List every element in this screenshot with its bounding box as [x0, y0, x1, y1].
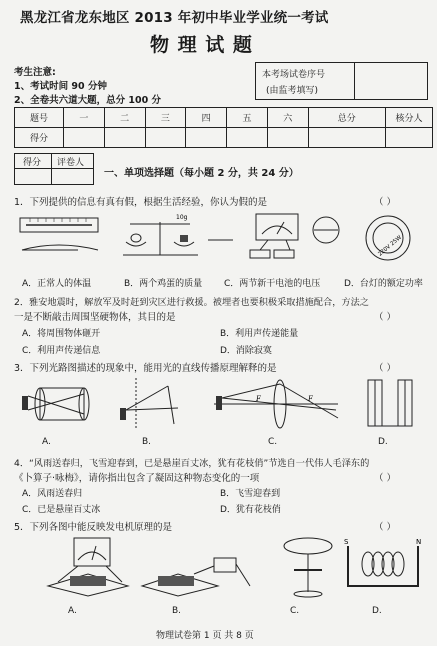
focal-point-label-left: F	[256, 395, 261, 403]
score-table-header-row	[15, 108, 433, 128]
question-4-answer-bracket[interactable]: （ ）	[374, 473, 397, 484]
table-header: 四	[186, 108, 227, 128]
galvanometer-icon	[48, 538, 128, 596]
question-2-option-b[interactable]: B．利用声传递能量	[220, 329, 299, 339]
table-header: 一	[64, 108, 105, 128]
balance-weight-label: 10g	[176, 214, 188, 221]
question-2-option-d[interactable]: D．消除寂寞	[220, 346, 272, 356]
score-cell[interactable]	[386, 128, 433, 148]
score-cell[interactable]	[64, 128, 105, 148]
score-cell[interactable]	[267, 128, 308, 148]
score-cell[interactable]	[308, 128, 385, 148]
balance-scale-icon	[123, 214, 233, 255]
seat-number-box	[255, 62, 428, 100]
table-header: 核分人	[386, 108, 433, 128]
notice-heading: 考生注意:	[14, 67, 56, 78]
notice-line-1: 1、考试时间 90 分钟	[14, 81, 107, 92]
question-4-option-c[interactable]: C．已是悬崖百丈冰	[22, 505, 101, 515]
question-5-option-a[interactable]: A.	[68, 606, 77, 616]
question-1-answer-bracket[interactable]: （ ）	[374, 197, 397, 208]
question-3-answer-bracket[interactable]: （ ）	[374, 363, 397, 374]
question-5-option-b[interactable]: B.	[172, 606, 182, 616]
score-cell[interactable]	[104, 128, 145, 148]
subject-title: 物 理 试 题	[150, 34, 253, 56]
seat-box-label-1: 本考场试卷序号	[262, 70, 326, 80]
section-title: 一、单项选择题（每小题 2 分，共 24 分）	[104, 168, 299, 179]
magnet-pole-s-label: S	[344, 538, 349, 546]
compass-needle-icon	[284, 538, 332, 597]
question-2-option-a[interactable]: A．将周围物体砸开	[22, 329, 101, 339]
question-1-option-c[interactable]: C．两节新干电池的电压	[224, 279, 321, 289]
thermometer-icon	[20, 218, 98, 250]
score-table	[14, 107, 433, 148]
notice-line-2: 2、全卷共六道大题，总分 100 分	[14, 95, 162, 106]
question-3-option-a[interactable]: A.	[42, 437, 51, 447]
table-header: 五	[227, 108, 268, 128]
question-2-option-c[interactable]: C．利用声传递信息	[22, 346, 101, 356]
question-4-stem-line-2: 《卜算子·咏梅》，请你指出包含了凝固这种物态变化的一项	[14, 473, 260, 484]
table-header: 题号	[15, 108, 64, 128]
section-grader-label: 评卷人	[57, 158, 85, 168]
lamp-icon	[366, 216, 410, 260]
score-cell[interactable]	[186, 128, 227, 148]
question-1-option-d[interactable]: D．台灯的额定功率	[344, 279, 423, 289]
question-1-stem: 1．下列提供的信息有真有假，根据生活经验，你认为假的是	[14, 197, 268, 208]
question-2-stem-line-2: 一是不断敲击周围坚硬物体，其目的是	[14, 312, 176, 323]
reflection-diagram-icon	[120, 378, 178, 430]
section-score-label: 得分	[23, 158, 42, 168]
question-5-option-c[interactable]: C.	[290, 606, 300, 616]
question-5-stem: 5．下列各图中能反映发电机原理的是	[14, 522, 173, 533]
score-cell[interactable]	[227, 128, 268, 148]
page-footer: 物理试卷第 1 页 共 8 页	[156, 631, 254, 641]
exam-title: 黑龙江省龙东地区 2013 年初中毕业学业统一考试	[20, 10, 329, 26]
question-2-stem-line-1: 2．雅安地震时，解放军及时赶到灾区进行救援。被埋者也要积极采取措施配合，方法之	[14, 297, 369, 308]
question-1-figure	[18, 210, 428, 270]
motor-circuit-icon	[142, 558, 250, 596]
generator-coil-icon	[344, 538, 421, 586]
seat-box-label-2: (由监考填写)	[266, 86, 319, 96]
table-header: 总分	[308, 108, 385, 128]
question-4-option-d[interactable]: D．犹有花枝俏	[220, 505, 281, 515]
question-1-option-a[interactable]: A．正常人的体温	[22, 279, 92, 289]
focal-point-label-right: F	[308, 395, 313, 403]
table-header: 六	[267, 108, 308, 128]
question-3-option-c[interactable]: C.	[268, 437, 278, 447]
pinhole-camera-icon	[22, 388, 89, 420]
question-4-option-a[interactable]: A．风雨送春归	[22, 489, 83, 499]
question-5-answer-bracket[interactable]: （ ）	[374, 522, 397, 533]
section-score-box	[14, 153, 94, 185]
table-header: 三	[145, 108, 186, 128]
voltmeter-icon	[250, 214, 339, 258]
question-5-option-d[interactable]: D.	[372, 606, 382, 616]
question-3-option-d[interactable]: D.	[378, 437, 388, 447]
question-4-stem-line-1: 4．“风雨送春归，飞雪迎春到，已是悬崖百丈冰，犹有花枝俏”节选自一代伟人毛泽东的	[14, 458, 370, 469]
question-4-option-b[interactable]: B．飞雪迎春到	[220, 489, 281, 499]
score-table-score-row	[15, 128, 433, 148]
lens-diagram-icon	[214, 380, 338, 428]
question-3-figure	[18, 374, 428, 436]
question-2-answer-bracket[interactable]: （ ）	[374, 312, 397, 323]
table-header: 二	[104, 108, 145, 128]
score-cell[interactable]	[145, 128, 186, 148]
magnet-pole-n-label: N	[416, 538, 422, 546]
bent-light-icon	[368, 380, 412, 426]
question-3-option-b[interactable]: B.	[142, 437, 152, 447]
question-5-figure	[18, 534, 428, 600]
question-3-stem: 3．下列光路图描述的现象中，能用光的直线传播原理解释的是	[14, 363, 277, 374]
lamp-rating-label: 220V 25W	[377, 234, 403, 258]
question-1-option-b[interactable]: B．两个鸡蛋的质量	[124, 279, 203, 289]
table-row-label: 得分	[15, 128, 64, 148]
